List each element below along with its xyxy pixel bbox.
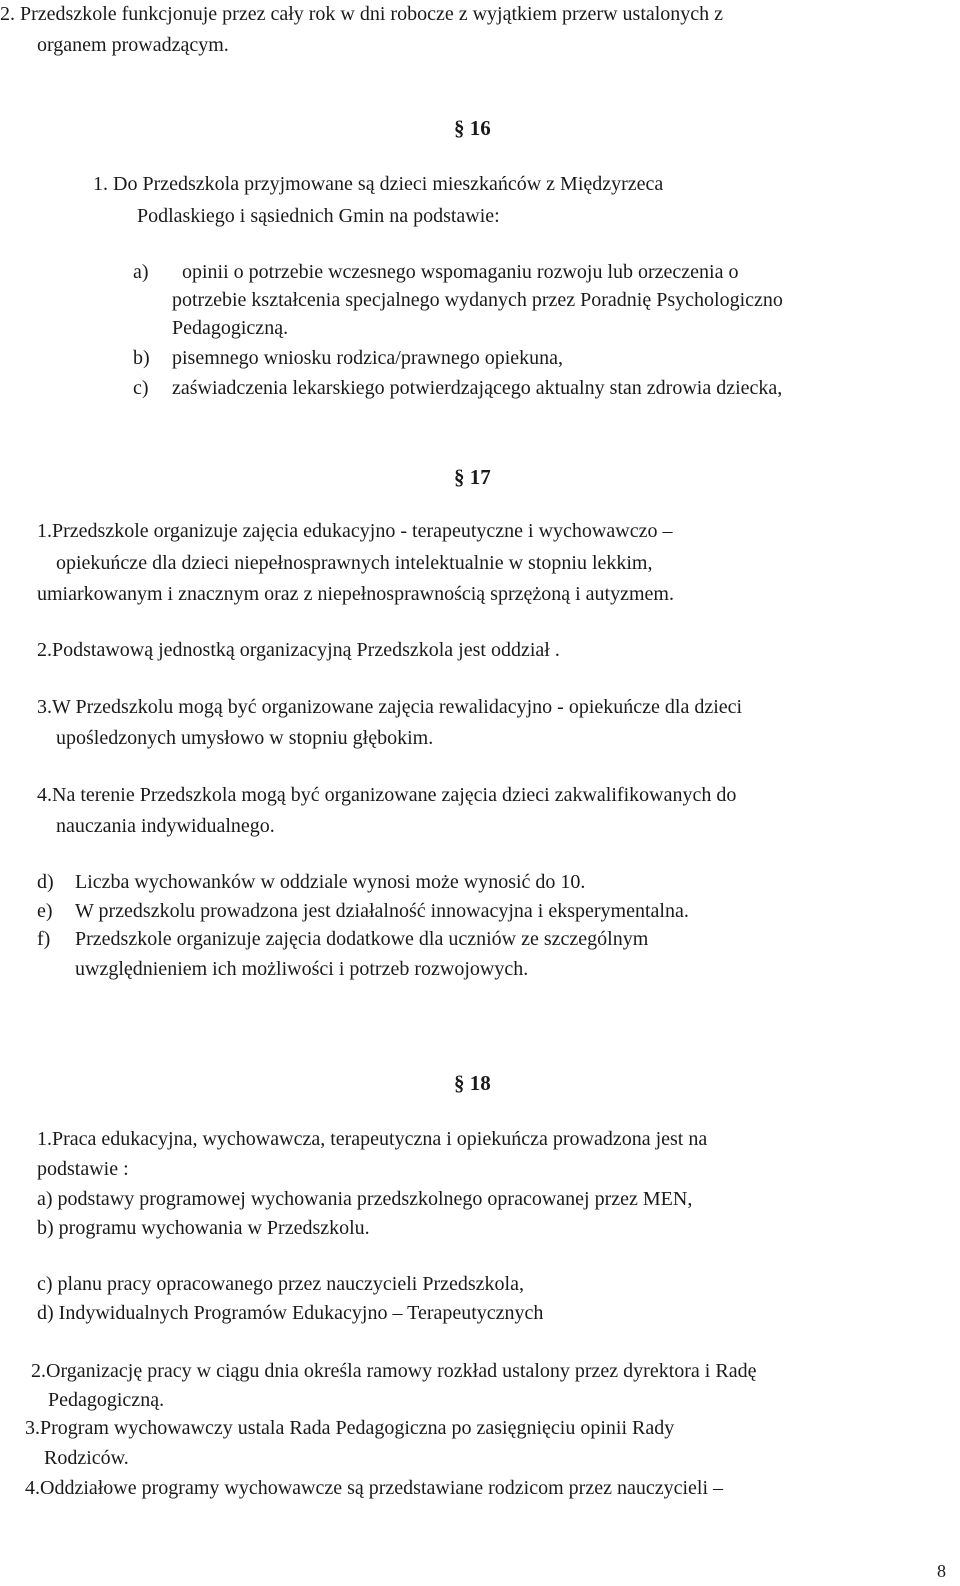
para-2-line-1: 2. Przedszkole funkcjonuje przez cały rok w dni robocze z wyjątkiem przerw ustalonych z	[0, 3, 724, 25]
s17-para-3-line-2: upośledzonych umysłowo w stopniu głębokim.	[56, 727, 434, 749]
s17-item-f-line-2: uwzględnieniem ich możliwości i potrzeb rozwojowych.	[75, 958, 529, 980]
s16-item-b-marker: b)	[133, 347, 150, 369]
s17-item-e-marker: e)	[37, 900, 53, 922]
s18-para-1-line-1: 1.Praca edukacyjna, wychowawcza, terapeutyczna i opiekuńcza prowadzona jest na	[37, 1128, 708, 1150]
s18-item-c: c) planu pracy opracowanego przez nauczycieli Przedszkola,	[37, 1273, 524, 1295]
s16-item-a-line-1: opinii o potrzebie wczesnego wspomaganiu rozwoju lub orzeczenia o	[182, 261, 739, 283]
section-18-heading: § 18	[454, 1071, 491, 1095]
s18-para-3-line-1: 3.Program wychowawczy ustala Rada Pedagogiczna po zasięgnięciu opinii Rady	[25, 1417, 675, 1439]
s17-para-4-line-2: nauczania indywidualnego.	[56, 815, 275, 837]
s17-para-1-line-3: umiarkowanym i znacznym oraz z niepełnosprawnością sprzężoną i autyzmem.	[37, 583, 674, 605]
s16-para-1-line-2: Podlaskiego i sąsiednich Gmin na podstawie:	[137, 205, 500, 227]
s17-item-f-marker: f)	[37, 928, 51, 950]
s17-item-e-text: W przedszkolu prowadzona jest działalność innowacyjna i eksperymentalna.	[75, 900, 689, 922]
s17-para-1-line-1: 1.Przedszkole organizuje zajęcia edukacyjno - terapeutyczne i wychowawczo –	[37, 520, 673, 542]
s16-item-a-marker: a)	[133, 261, 149, 283]
s16-item-c-text: zaświadczenia lekarskiego potwierdzającego aktualny stan zdrowia dziecka,	[172, 377, 783, 399]
s18-item-b: b) programu wychowania w Przedszkolu.	[37, 1217, 370, 1239]
s18-para-3-line-2: Rodziców.	[44, 1447, 129, 1469]
s17-item-d-text: Liczba wychowanków w oddziale wynosi może wynosić do 10.	[75, 871, 586, 893]
s16-item-a-line-3: Pedagogiczną.	[172, 317, 289, 339]
section-17-heading: § 17	[454, 465, 491, 489]
s18-para-4: 4.Oddziałowe programy wychowawcze są przedstawiane rodzicom przez nauczycieli –	[25, 1477, 724, 1499]
s16-item-b-text: pisemnego wniosku rodzica/prawnego opiekuna,	[172, 347, 564, 369]
s17-para-3-line-1: 3.W Przedszkolu mogą być organizowane zajęcia rewalidacyjno - opiekuńcze dla dzieci	[37, 696, 743, 718]
s18-para-1-line-2: podstawie :	[37, 1158, 129, 1180]
s17-para-1-line-2: opiekuńcze dla dzieci niepełnosprawnych intelektualnie w stopniu lekkim,	[56, 552, 653, 574]
s17-item-d-marker: d)	[37, 871, 54, 893]
s17-para-2: 2.Podstawową jednostką organizacyjną Przedszkola jest oddział .	[37, 639, 560, 661]
s16-item-c-marker: c)	[133, 377, 149, 399]
s16-item-a-line-2: potrzebie kształcenia specjalnego wydanych przez Poradnię Psychologiczno	[172, 289, 783, 311]
s18-item-d: d) Indywidualnych Programów Edukacyjno – Terapeutycznych	[37, 1302, 544, 1324]
page-number: 8	[937, 1561, 946, 1581]
s16-para-1-line-1: 1. Do Przedszkola przyjmowane są dzieci mieszkańców z Międzyrzeca	[93, 173, 664, 195]
s18-para-2-line-2: Pedagogiczną.	[48, 1389, 165, 1411]
para-2-line-2: organem prowadzącym.	[37, 34, 229, 56]
s18-para-2-line-1: 2.Organizację pracy w ciągu dnia określa ramowy rozkład ustalony przez dyrektora i Radę	[31, 1360, 757, 1382]
s18-item-a: a) podstawy programowej wychowania przedszkolnego opracowanej przez MEN,	[37, 1188, 693, 1210]
s17-item-f-line-1: Przedszkole organizuje zajęcia dodatkowe dla uczniów ze szczególnym	[75, 928, 649, 950]
s17-para-4-line-1: 4.Na terenie Przedszkola mogą być organizowane zajęcia dzieci zakwalifikowanych do	[37, 784, 737, 806]
section-16-heading: § 16	[454, 116, 491, 140]
